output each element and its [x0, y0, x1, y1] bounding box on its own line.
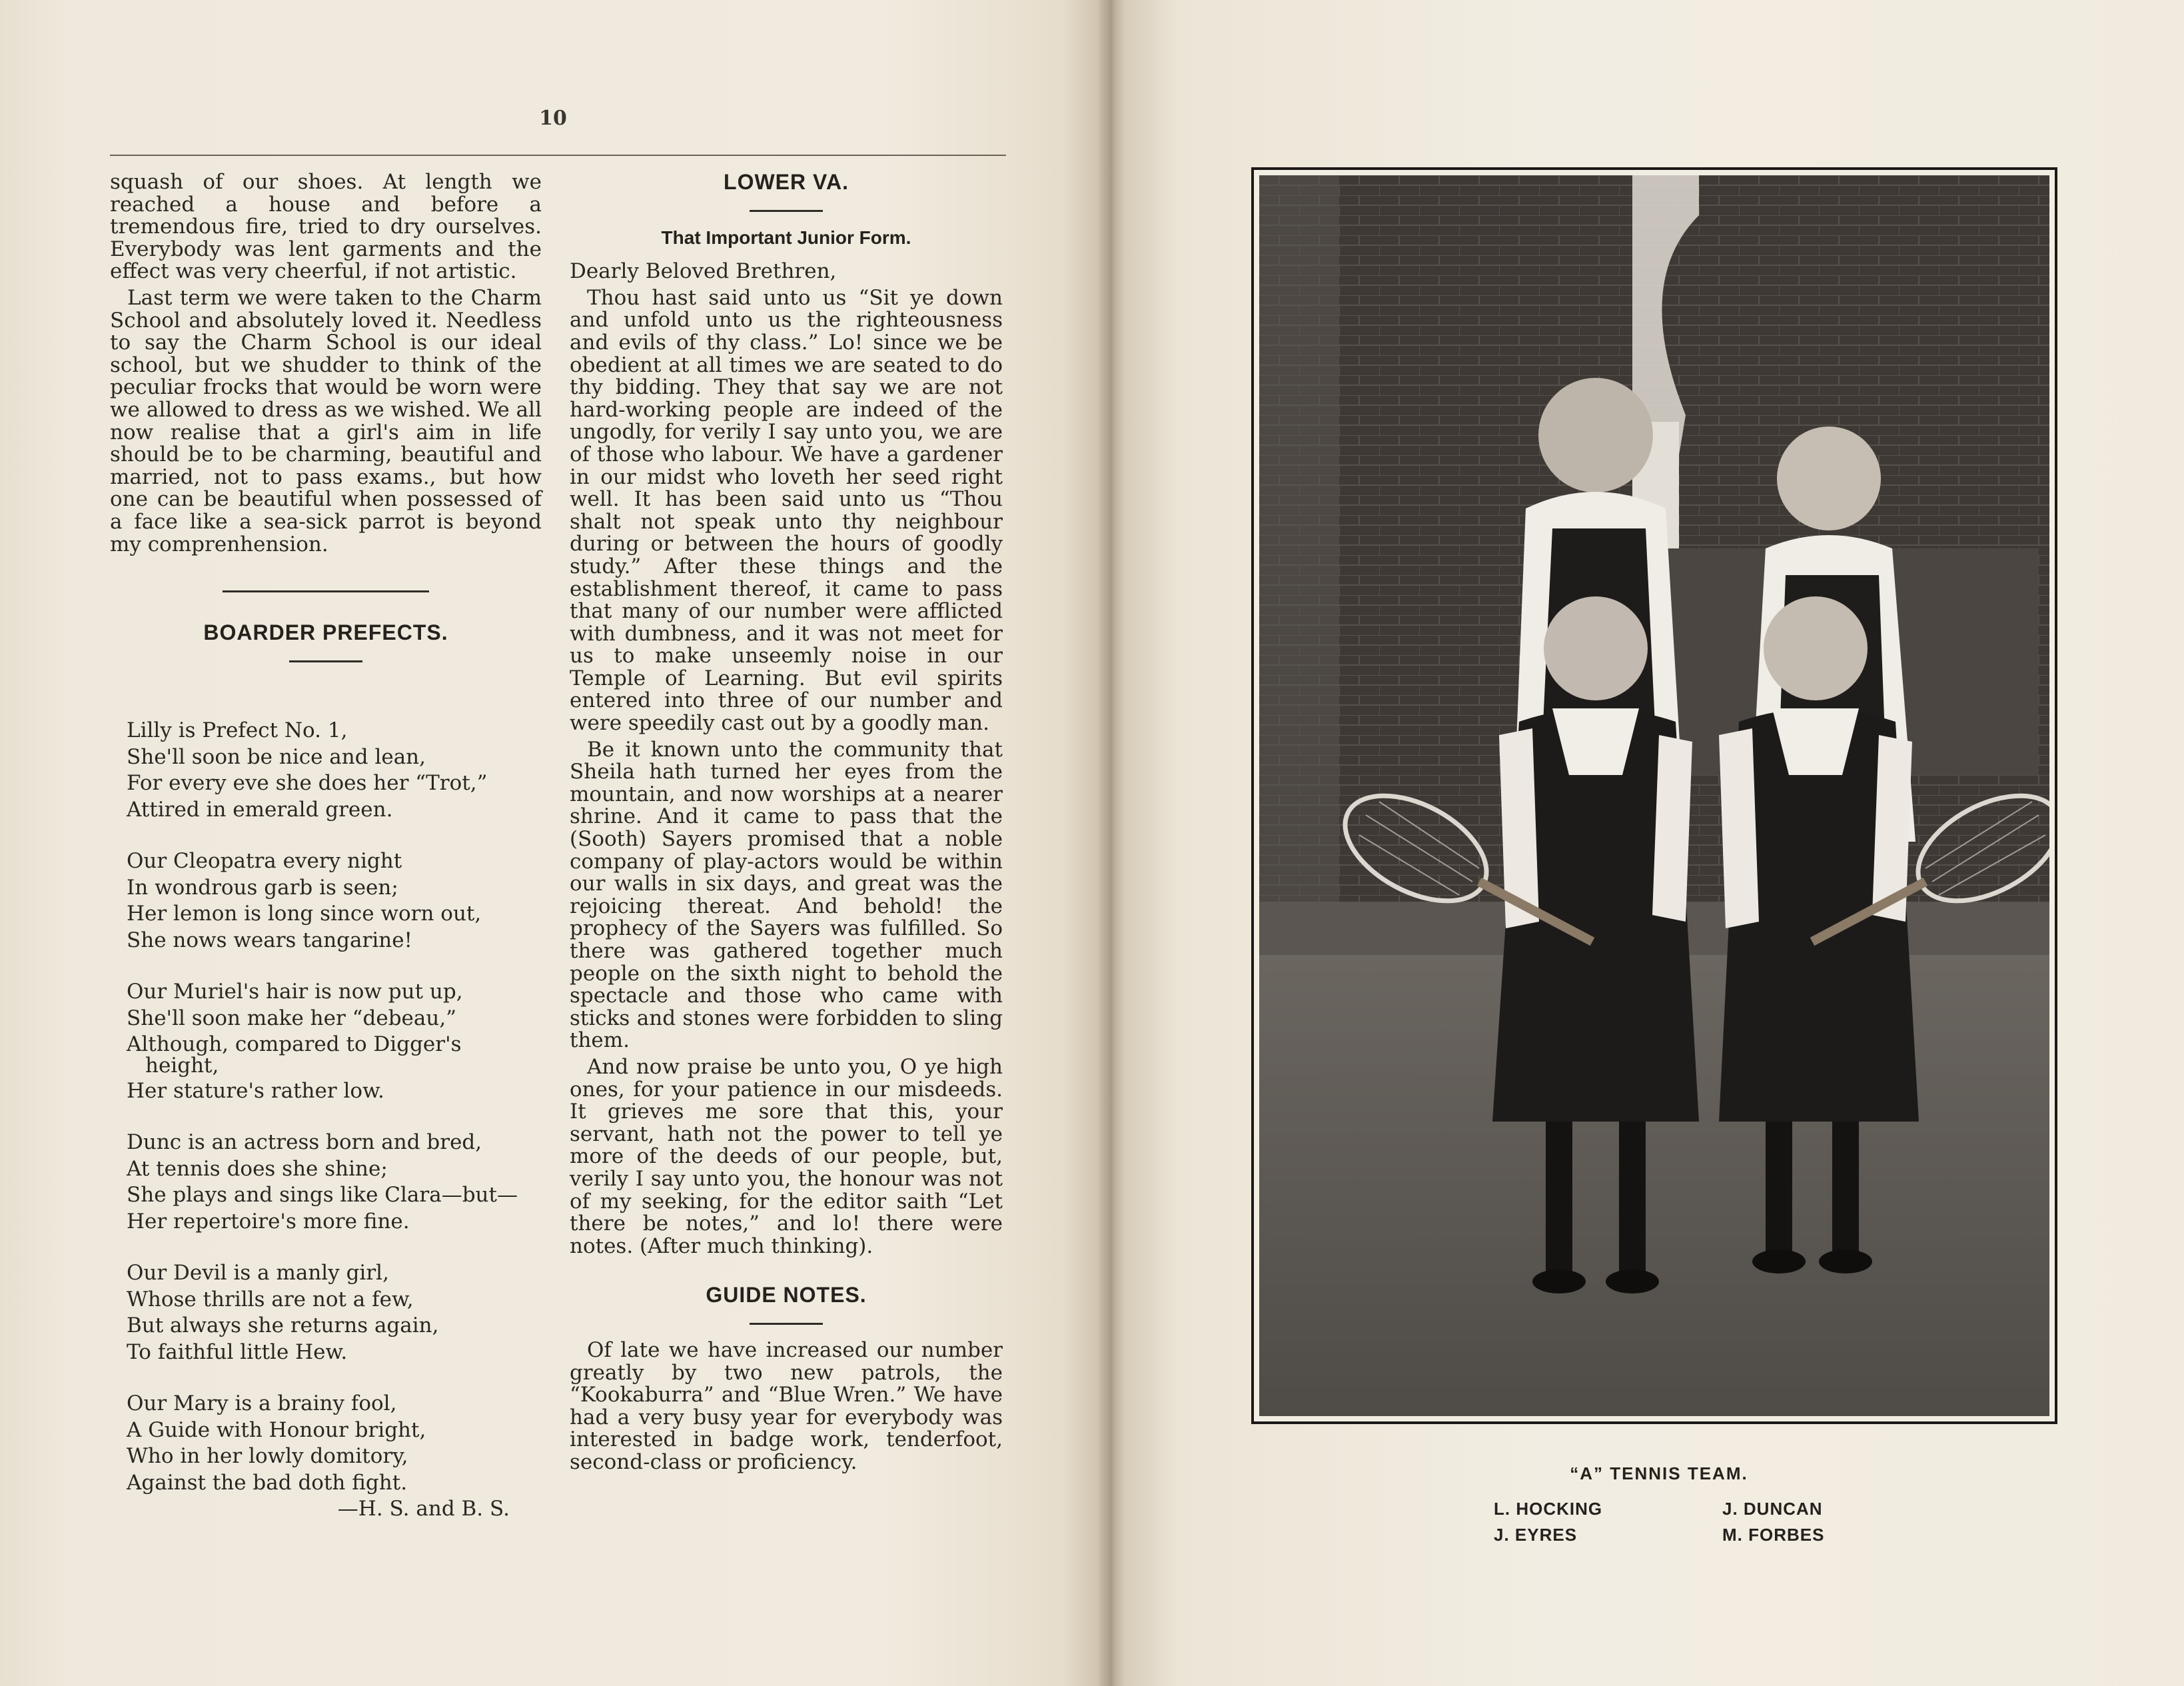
- poem-line: She'll soon be nice and lean,: [127, 744, 426, 769]
- caption-name: L. HOCKING: [1494, 1499, 1603, 1519]
- poem-line: Lilly is Prefect No. 1,: [127, 718, 348, 742]
- poem-stanza: [127, 1130, 546, 1235]
- poem-line: But always she returns again,: [127, 1313, 439, 1337]
- poem-line: For every eve she does her “Trot,”: [127, 771, 488, 795]
- salutation: Dearly Beloved Brethren,: [570, 259, 837, 284]
- poem-line: Although, compared to Digger's: [127, 1032, 462, 1056]
- poem-line: Against the bad doth fight.: [127, 1470, 408, 1495]
- heading-rule: [289, 660, 362, 662]
- caption-name: J. DUNCAN: [1722, 1499, 1823, 1519]
- poem-line: Our Muriel's hair is now put up,: [127, 980, 463, 1004]
- poem-stanza: [127, 1260, 546, 1365]
- poem-signature: —H. S. and B. S.: [337, 1497, 510, 1521]
- guide-notes-heading: GUIDE NOTES.: [706, 1283, 867, 1307]
- poem-line: In wondrous garb is seen;: [127, 875, 398, 900]
- boarder-prefects-heading: BOARDER PREFECTS.: [203, 620, 448, 645]
- lower-va-subheading: That Important Junior Form.: [661, 227, 911, 248]
- tennis-team-photo: [1259, 175, 2049, 1416]
- paragraph: And now praise be unto you, O ye high ones, for your patience in our misdeeds. It grieves me sore that this, your servant, hath not the power to tell ye more of the deeds of our people, but, verily I say unto you, the honour was not of my seeking, for the editor saith “Let there be notes,” and lo! there were notes. (After much thinking).: [570, 1054, 1003, 1258]
- photo-caption-title: “A” TENNIS TEAM.: [1570, 1463, 1748, 1483]
- heading-rule: [750, 210, 823, 212]
- poem-line: height,: [145, 1053, 219, 1078]
- paragraph: Thou hast said unto us “Sit ye down and unfold unto us the righteousness and evils of thy class.” Lo! since we be obedient at all times we are seated to do thy bidding. They that say we are not hard-working people are indeed of the ungodly, for verily I say unto you, we are of those who labour. We have a gardener in our midst who loveth her seed right well. It has been said unto us “Thou shalt not speak unto thy neighbour during or between the hours of goodly study.” After these things and the establishment thereof, it came to pass that many of our number were afflicted with dumbness, and it was not meet for us to make unseemly noise in our Temple of Learning. But evil spirits entered into three of our number and were speedily cast out by a goodly man.: [570, 285, 1003, 736]
- right-column: [570, 171, 1003, 1473]
- paragraph: Last term we were taken to the Charm School and absolutely loved it. Needless to say the Charm School is our ideal school, but we shudder to think of the peculiar frocks that would be worn were we allowed to dress as we wished. We all now realise that a girl's aim in life should be to be charming, beautiful and married, not to pass exams., but how one can be beautiful when possessed of a face like a sea-sick parrot is beyond my comprenhension.: [110, 285, 542, 556]
- poem-line: Whose thrills are not a few,: [127, 1287, 414, 1311]
- poem-line: At tennis does she shine;: [127, 1156, 388, 1181]
- poem-line: Attired in emerald green.: [127, 797, 393, 822]
- poem-stanza: [127, 718, 546, 823]
- poem-line: She'll soon make her “debeau,”: [127, 1006, 457, 1030]
- poem-stanza: [127, 1391, 546, 1523]
- boarder-prefects-poem: [127, 718, 546, 1523]
- poem-line: She nows wears tangarine!: [127, 928, 413, 952]
- page-number: 10: [539, 107, 567, 130]
- poem-line: Our Mary is a brainy fool,: [127, 1391, 397, 1415]
- poem-line: Our Devil is a manly girl,: [127, 1261, 389, 1285]
- poem-line: Her repertoire's more fine.: [127, 1209, 410, 1234]
- poem-line: Our Cleopatra every night: [127, 849, 402, 873]
- poem-line: She plays and sings like Clara—but—: [127, 1183, 518, 1207]
- photo-illustration: [1259, 175, 2049, 1416]
- photo-frame: [1251, 167, 2057, 1424]
- caption-name: M. FORBES: [1722, 1525, 1825, 1545]
- left-column: [110, 171, 542, 662]
- lower-va-heading: LOWER VA.: [724, 170, 849, 194]
- poem-line: Who in her lowly domitory,: [127, 1444, 408, 1468]
- poem-line: Her stature's rather low.: [127, 1078, 384, 1103]
- header-rule: [110, 155, 1006, 156]
- poem-stanza: [127, 979, 546, 1104]
- poem-stanza: [127, 848, 546, 954]
- paragraph: Of late we have increased our number greatly by two new patrols, the “Kookaburra” and “Blue Wren.” We have had a very busy year for everybody was interested in badge work, tenderfoot, second-class or proficiency.: [570, 1337, 1003, 1474]
- poem-line: Dunc is an actress born and bred,: [127, 1130, 482, 1154]
- binding-gutter: [1099, 0, 1126, 1686]
- poem-line: Her lemon is long since worn out,: [127, 902, 482, 926]
- caption-name: J. EYRES: [1494, 1525, 1578, 1545]
- paragraph: squash of our shoes. At length we reached a house and before a tremendous fire, tried to dry ourselves. Everybody was lent garments and the effect was very cheerful, if not artistic.: [110, 170, 542, 284]
- poem-line: A Guide with Honour bright,: [127, 1417, 426, 1442]
- paragraph: Be it known unto the community that Sheila hath turned her eyes from the mountain, and now worships at a nearer shrine. And it came to pass that the (Sooth) Sayers promised that a noble company of play-actors would be within our walls in six days, and great was the rejoicing thereat. And behold! the prophecy of the Sayers was fulfilled. So there was gathered together much people on the sixth night to behold the spectacle and those who came with sticks and stones were forbidden to sling them.: [570, 737, 1003, 1053]
- poem-line: To faithful little Hew.: [127, 1339, 348, 1364]
